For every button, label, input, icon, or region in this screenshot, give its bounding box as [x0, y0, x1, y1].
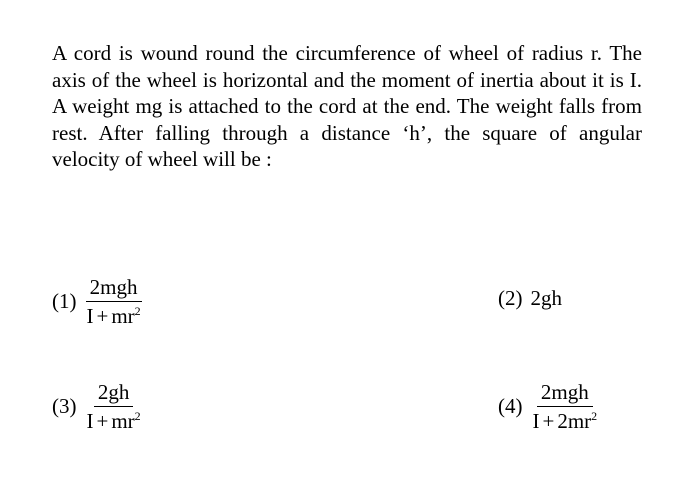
- option-3: [52, 381, 143, 432]
- denominator-term: I: [86, 304, 94, 328]
- plus-sign: +: [542, 409, 555, 433]
- denominator: [85, 407, 143, 432]
- numerator: 2mgh: [537, 381, 593, 407]
- option-4: [498, 381, 599, 432]
- option-number: (3): [52, 394, 77, 418]
- denominator-term: 2mr: [557, 409, 592, 433]
- exponent: 2: [591, 409, 598, 423]
- denominator-term: mr: [111, 409, 135, 433]
- denominator-term: I: [86, 409, 94, 433]
- option-2: [498, 286, 562, 311]
- plus-sign: +: [96, 304, 109, 328]
- option-number: (2): [498, 286, 523, 310]
- denominator-term: mr: [111, 304, 135, 328]
- exponent: 2: [134, 409, 141, 423]
- option-number: (4): [498, 394, 523, 418]
- option-number: (1): [52, 289, 77, 313]
- option-1: [52, 276, 143, 327]
- denominator: [531, 407, 600, 432]
- exponent: 2: [134, 304, 141, 318]
- denominator-term: I: [532, 409, 540, 433]
- fraction: [531, 381, 600, 432]
- question-text: A cord is wound round the circumference of wheel of radius r. The axis of the wheel is horizontal and the moment of inertia about it is I. A weight mg is attached to the cord at the end. The weight falls from rest. After falling through a distance ‘h’, the square of angular velocity of wheel will be :: [52, 41, 642, 171]
- fraction: [85, 381, 143, 432]
- denominator: [85, 302, 143, 327]
- numerator: 2mgh: [86, 276, 142, 302]
- numerator: 2gh: [94, 381, 134, 407]
- plus-sign: +: [96, 409, 109, 433]
- option-text: 2gh: [530, 286, 562, 310]
- fraction: [85, 276, 143, 327]
